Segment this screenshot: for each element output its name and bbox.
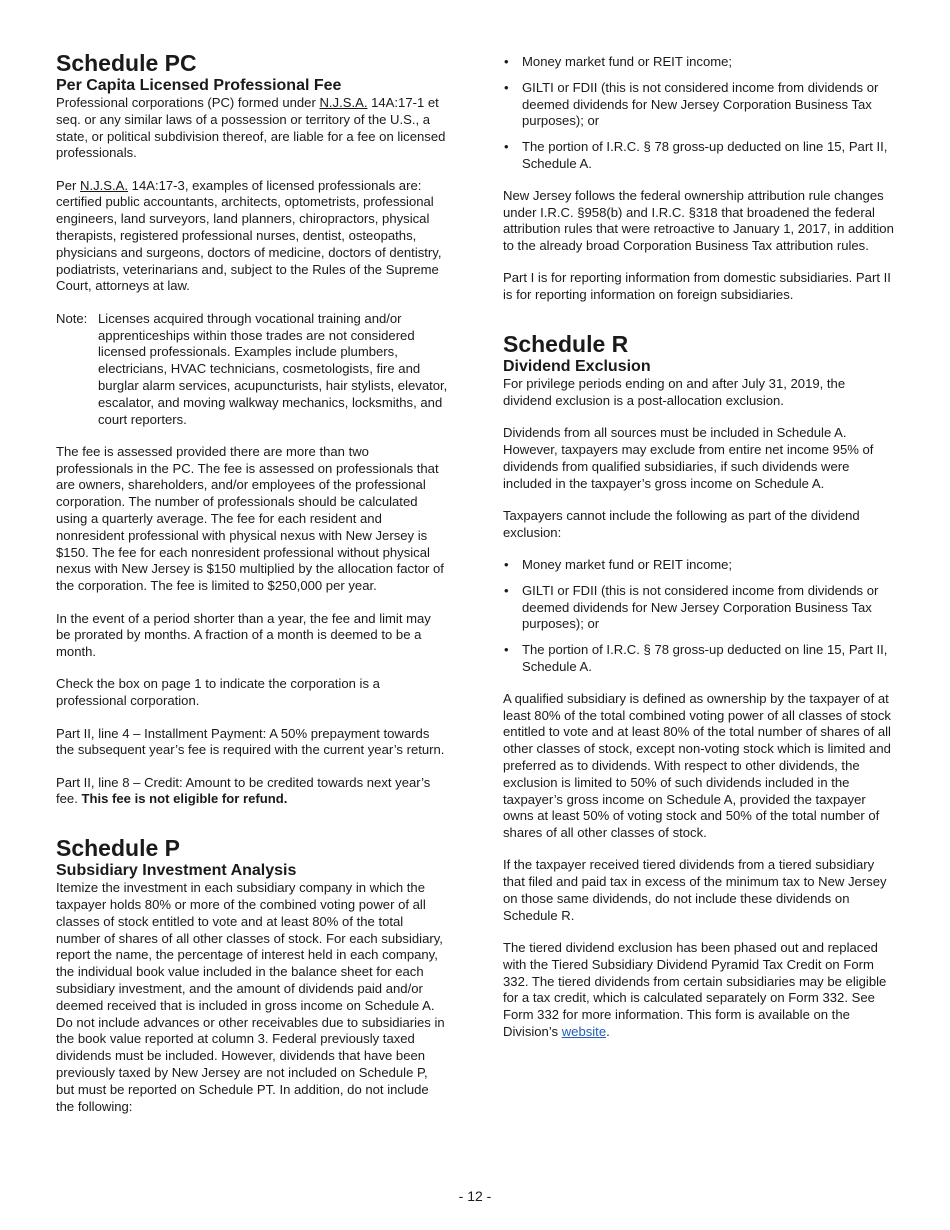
website-link[interactable]: website	[561, 1024, 607, 1040]
pc-paragraph-4: In the event of a period shorter than a year, the fee and limit may be prorated by months. A fraction of a month is deemed to be a month.	[56, 610, 431, 660]
njsa-link[interactable]: N.J.S.A.	[319, 95, 368, 110]
note-text: Licenses acquired through vocational training and/or apprenticeships within those trades are not considered licensed professionals. Examples include plumbers, electricians, HVAC technicians, cosmetologists, fire and burglar alarm services, acupuncturists, hair stylists, elevator, escalator, and moving walkway mechanics, locksmiths, and court reporters.	[98, 310, 448, 427]
schedule-pc-title: Schedule PC	[56, 50, 197, 76]
schedule-r-subtitle: Dividend Exclusion	[503, 358, 651, 376]
refund-warning: This fee is not eligible for refund.	[81, 791, 288, 807]
list-item: • GILTI or FDII (this is not considered income from dividends or deemed dividends for New Jersey Corporation Business Tax purposes); or	[503, 583, 895, 633]
left-column	[56, 50, 448, 1131]
r-paragraph-4: A qualified subsidiary is defined as ownership by the taxpayer of at least 80% of the total combined voting power of all classes of stock entitled to vote and at least 80% of the total number of shares of all other classes of stock, except non-voting stock which is limited and preferred as to dividends. With respect to other dividends, the exclusion is limited to 50% of such dividends included in the taxpayer’s gross income on Schedule A, provided the taxpayer owns at least 50% of voting stock and 50% of the total number of shares of all other classes of stock.	[503, 690, 891, 841]
r-paragraph-5: If the taxpayer received tiered dividends from a tiered subsidiary that filed and paid tax in excess of the minimum tax to New Jersey on those same dividends, do not include these dividends on Schedule R.	[503, 857, 887, 923]
schedule-p-title: Schedule P	[56, 835, 180, 862]
list-item: • GILTI or FDII (this is not considered income from dividends or deemed dividends for New Jersey Corporation Business Tax purposes); or	[503, 80, 895, 130]
pc-note	[56, 311, 448, 429]
r-paragraph-3: Taxpayers cannot include the following as part of the dividend exclusion:	[503, 507, 860, 540]
njsa-link[interactable]: N.J.S.A.	[80, 177, 129, 193]
schedule-p-subtitle: Subsidiary Investment Analysis	[56, 862, 297, 880]
p-paragraph-3: Part I is for reporting information from domestic subsidiaries. Part II is for reporting information on foreign subsidiaries.	[503, 270, 891, 303]
pc-paragraph-2: Per N.J.S.A. 14A:17-3, examples of licensed professionals are: certified public accountants, architects, optometrists, professional engineers, land surveyors, land planners, chiropractors, physical therapists, registered professional nurses, dentist, osteopaths, physicians and surgeons, doctors of medicine, doctors of dentistry, podiatrists, veterinarians and, subject to the Rules of the Supreme Court, attorneys at law.	[56, 177, 442, 294]
list-item: • Money market fund or REIT income;	[503, 557, 895, 574]
list-item: • The portion of I.R.C. § 78 gross-up deducted on line 15, Part II, Schedule A.	[503, 139, 895, 173]
p-paragraph-2: New Jersey follows the federal ownership attribution rule changes under I.R.C. §958(b) and I.R.C. §318 that broadened the federal attribution rules that were retroactive to January 1, 2017, in addition to the already broad Corporation Business Tax attribution rules.	[503, 187, 894, 254]
r-paragraph-1: For privilege periods ending on and after July 31, 2019, the dividend exclusion is a post-allocation exclusion.	[503, 376, 846, 408]
r-paragraph-6: The tiered dividend exclusion has been phased out and replaced with the Tiered Subsidiary Dividend Pyramid Tax Credit on Form 332. The tiered dividends from certain subsidiaries may be eligible for a tax credit, which is calculated separately on Form 332. See Form 332 for more information. This form is available on the Division’s website.	[503, 940, 887, 1040]
page-number: - 12 -	[458, 1188, 492, 1204]
r-exclusion-list	[503, 557, 895, 676]
r-paragraph-2: Dividends from all sources must be included in Schedule A. However, taxpayers may exclude from entire net income 95% of dividends from qualified subsidiaries, if such dividends were included in the taxpayer’s gross income on Schedule A.	[503, 425, 874, 491]
p-paragraph-1: Itemize the investment in each subsidiary company in which the taxpayer holds 80% or more of the combined voting power of all classes of stock entitled to vote and at least 80% of the total number of shares of all other classes of stock. For each subsidiary, report the name, the percentage of interest held in each company, the individual book value included in the balance sheet for each subsidiary investment, and the amount of dividends paid and/or deemed received that is included in gross income on Schedule A. Do not include advances or other receivables due to subsidiaries in the book value reported at column 3. Federal previously taxed dividends must be included. However, dividends that have been previously taxed by New Jersey are not included on Schedule P, but must be reported on Schedule PT. In addition, do not include the following:	[56, 880, 445, 1114]
note-label: Note:	[56, 310, 88, 326]
schedule-pc-subtitle: Per Capita Licensed Professional Fee	[56, 77, 342, 94]
right-column	[503, 54, 895, 1056]
list-item: • The portion of I.R.C. § 78 gross-up deducted on line 15, Part II, Schedule A.	[503, 642, 895, 676]
list-item: • Money market fund or REIT income;	[503, 54, 895, 71]
schedule-r-title: Schedule R	[503, 331, 629, 358]
pc-paragraph-5: Check the box on page 1 to indicate the corporation is a professional corporation.	[56, 676, 380, 709]
pc-paragraph-6: Part II, line 4 – Installment Payment: A 50% prepayment towards the subsequent year’s fee is required with the current year’s return.	[56, 725, 445, 758]
p-exclusion-list	[503, 54, 895, 173]
pc-paragraph-3: The fee is assessed provided there are more than two professionals in the PC. The fee is assessed on professionals that are owners, shareholders, and/or employees of the professional corporation. The number of professionals should be calculated using a quarterly average. The fee for each resident and nonresident professional with physical nexus with New Jersey is $150. The fee for each nonresident professional without physical nexus with New Jersey is $150 multiplied by the allocation factor of the corporation. The fee is limited to $250,000 per year.	[56, 443, 444, 594]
pc-paragraph-7: Part II, line 8 – Credit: Amount to be credited towards next year’s fee. This fee is not eligible for refund.	[56, 774, 431, 807]
pc-paragraph-1: Professional corporations (PC) formed under N.J.S.A. 14A:17-1 et seq. or any similar laws of a possession or territory of the U.S., a state, or political subdivision thereof, are liable for a fee on licensed professionals.	[56, 95, 446, 161]
